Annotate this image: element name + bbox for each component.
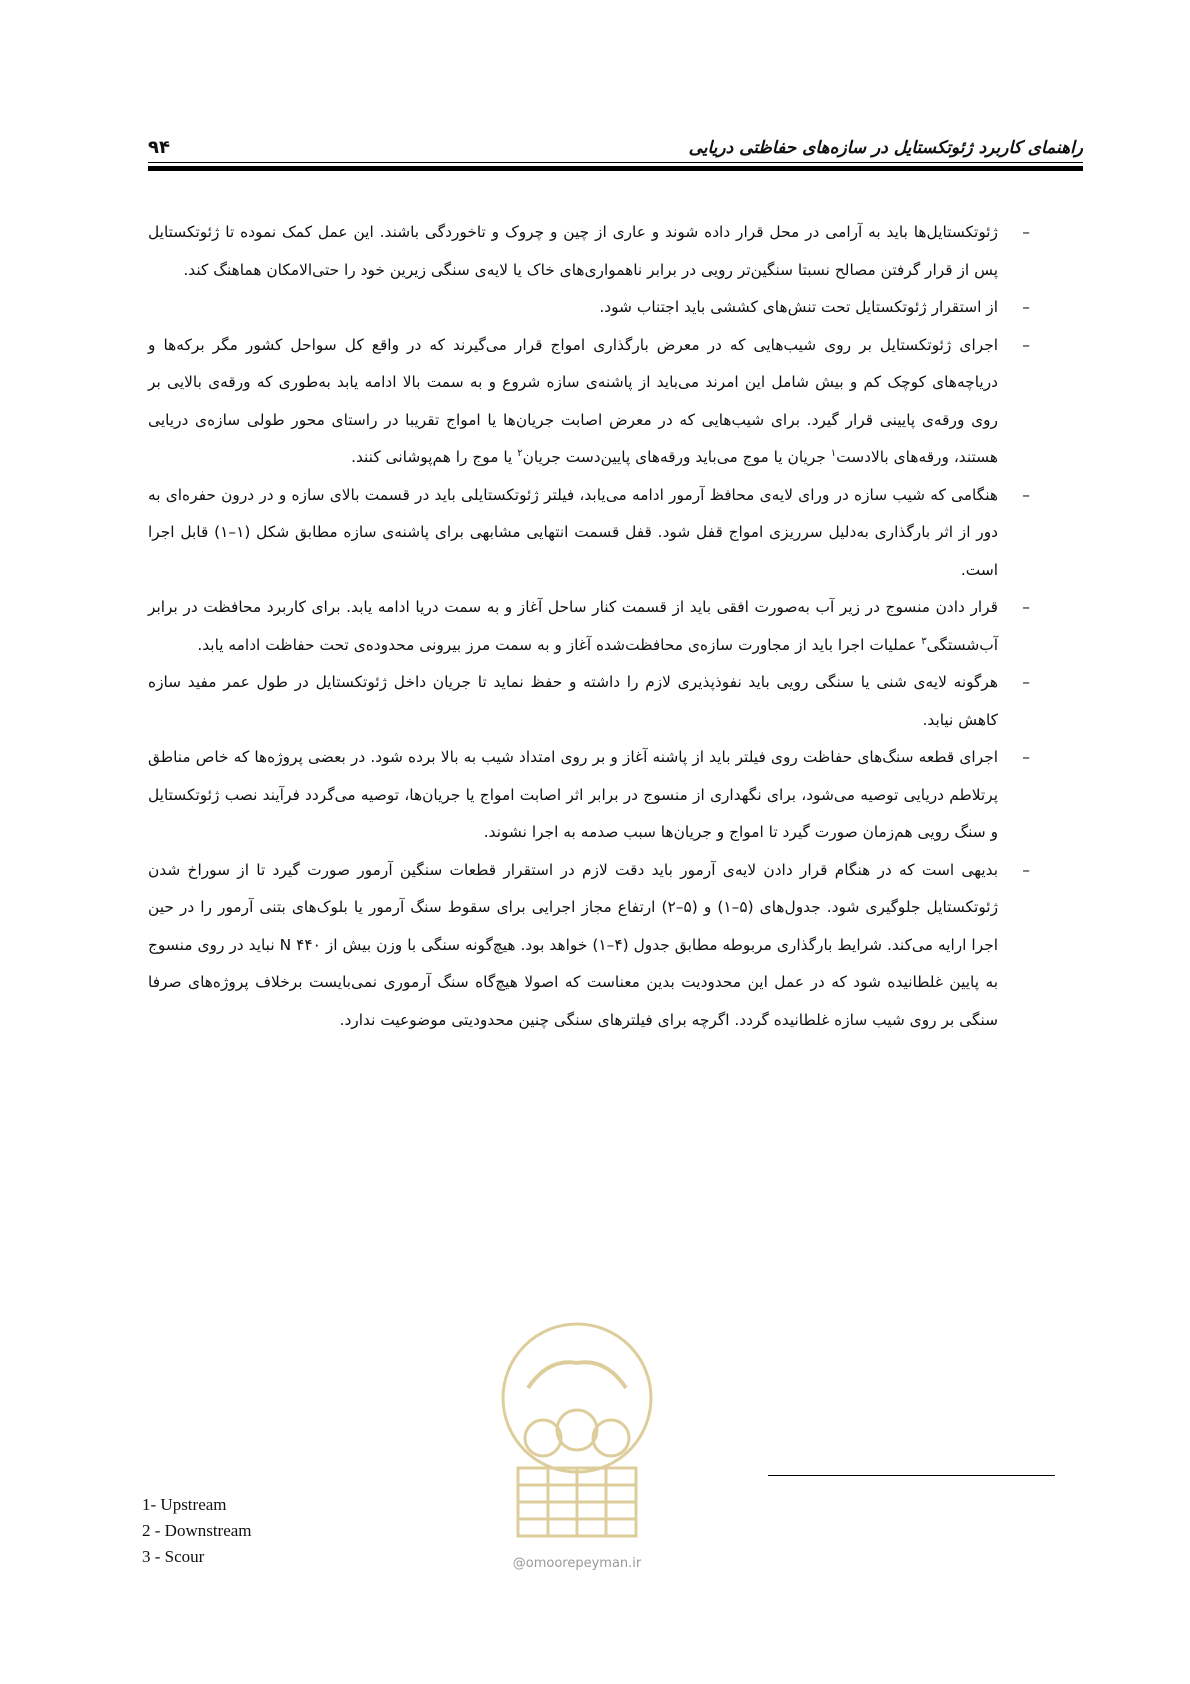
footnote-ref: ۱ <box>830 447 837 459</box>
bullet-item <box>148 589 1030 664</box>
header-rule-thick <box>148 166 1083 171</box>
footnote-item: 1- Upstream <box>142 1495 227 1514</box>
footnotes <box>142 1492 252 1570</box>
bullet-text: عملیات اجرا باید از مجاورت سازه‌ی محافظت‌شده آغاز و به سمت مرز بیرونی محدوده‌ی تحت حفاظت ادامه یابد. <box>197 635 922 654</box>
footnote-rule <box>768 1475 1055 1476</box>
running-title: راهنمای کاربرد ژئوتکستایل در سازه‌های حفاظتی دریایی <box>688 138 1083 158</box>
bullet-item: – ژئوتکستایل‌ها باید به آرامی در محل قرار داده شوند و عاری از چین و چروک و تاخوردگی باشند. این عمل کمک نموده تا ژئوتکستایل پس از قرار گرفتن مصالح نسبتا سنگین‌تر رویی در برابر ناهمواری‌های خاک یا لایه‌ی سنگی زیرین خود را حتی‌الامکان هماهنگ کند. <box>148 214 1030 289</box>
watermark-logo <box>488 1318 666 1548</box>
page-header <box>148 122 1083 158</box>
page-number: ۹۴ <box>148 137 170 158</box>
header-rule-thin <box>148 162 1083 163</box>
bullet-item <box>148 327 1030 477</box>
watermark-url: @omoorepeyman.ir <box>512 1556 642 1571</box>
bullet-item: – از استقرار ژئوتکستایل تحت تنش‌های کششی باید اجتناب شود. <box>148 289 1030 327</box>
footnote-item: 3 - Scour <box>142 1547 205 1566</box>
bullet-item: – اجرای قطعه سنگ‌های حفاظت روی فیلتر باید از پاشنه آغاز و بر روی امتداد شیب به بالا برده شود. در بعضی پروژه‌ها که خاص مناطق پرتلاطم دریایی توصیه می‌شود، برای نگهداری از منسوج در برابر اثر اصابت امواج یا جریان‌ها، توصیه می‌گردد فرآیند نصب ژئوتکستایل و سنگ رویی هم‌زمان صورت گیرد تا امواج و جریان‌ها سبب صدمه به اجرا نشوند. <box>148 739 1030 852</box>
bullet-text: اجرای ژئوتکستایل بر روی شیب‌هایی که در معرض بارگذاری امواج قرار می‌گیرند که در واقع کل سواحل کشور مگر برکه‌ها و دریاچه‌های کوچک کم و بیش شامل این امرند می‌باید از پاشنه‌ی سازه شروع و به سمت بالا ادامه یابد به‌طوری که ورقه‌ی بالایی بر روی ورقه‌ی پایینی قرار گیرد. برای شیب‌هایی که در معرض اصابت جریان‌ها یا امواج تقریبا در راستای محور طولی سازه‌ی دریایی هستند، ورقه‌های بالادست <box>148 335 998 466</box>
bullet-text: یا موج را هم‌پوشانی کنند. <box>351 448 518 466</box>
footnote-item: 2 - Downstream <box>142 1521 252 1540</box>
bullet-item: – بدیهی است که در هنگام قرار دادن لایه‌ی آرمور باید دقت لازم در استقرار قطعات سنگین آرمور صورت گیرد تا از سوراخ شدن ژئوتکستایل جلوگیری شود. جدول‌های (۵–۱) و (۵–۲) ارتفاع مجاز اجرایی برای سقوط سنگ آرمور یا بلوک‌های بتنی آرمور را در حین اجرا ارایه می‌کند. شرایط بارگذاری مربوطه مطابق جدول (۴–۱) خواهد بود. هیچ‌گونه سنگی با وزن بیش از ۴۴۰ N نباید در روی منسوج به پایین غلطانیده شود که در عمل این محدودیت بدین معناست که اصولا هیچ‌گاه سنگ آرموری نمی‌بایست برخلاف پروژه‌های صرفا سنگی بر روی شیب سازه غلطانیده گردد. اگرچه برای فیلترهای سنگی چنین محدودیتی موضوعیت ندارد. <box>148 852 1030 1040</box>
footnote-ref: ۲ <box>517 447 523 459</box>
body-text <box>148 214 1030 1039</box>
footnote-ref: ۳ <box>921 635 927 647</box>
bullet-text: قرار دادن منسوج در زیر آب به‌صورت افقی باید از قسمت کنار ساحل آغاز و به سمت دریا ادامه یابد. برای کاربرد محافظت در برابر آب‌شستگی <box>148 598 998 654</box>
bullet-item: – هرگونه لایه‌ی شنی یا سنگی رویی باید نفوذپذیری لازم را داشته و حفظ نماید تا جریان داخل ژئوتکستایل در طول عمر مفید سازه کاهش نیابد. <box>148 664 1030 739</box>
bullet-item: – هنگامی که شیب سازه در ورای لایه‌ی محافظ آرمور ادامه می‌یابد، فیلتر ژئوتکستایلی باید در قسمت بالای سازه و در درون حفره‌ای به دور از اثر بارگذاری به‌دلیل سرریزی امواج قفل شود. قفل قسمت انتهایی مشابهی برای پاشنه‌ی سازه مطابق شکل (۱–۱) قابل اجرا است. <box>148 477 1030 590</box>
bullet-text: جریان یا موج می‌باید ورقه‌های پایین‌دست جریان <box>522 448 831 466</box>
